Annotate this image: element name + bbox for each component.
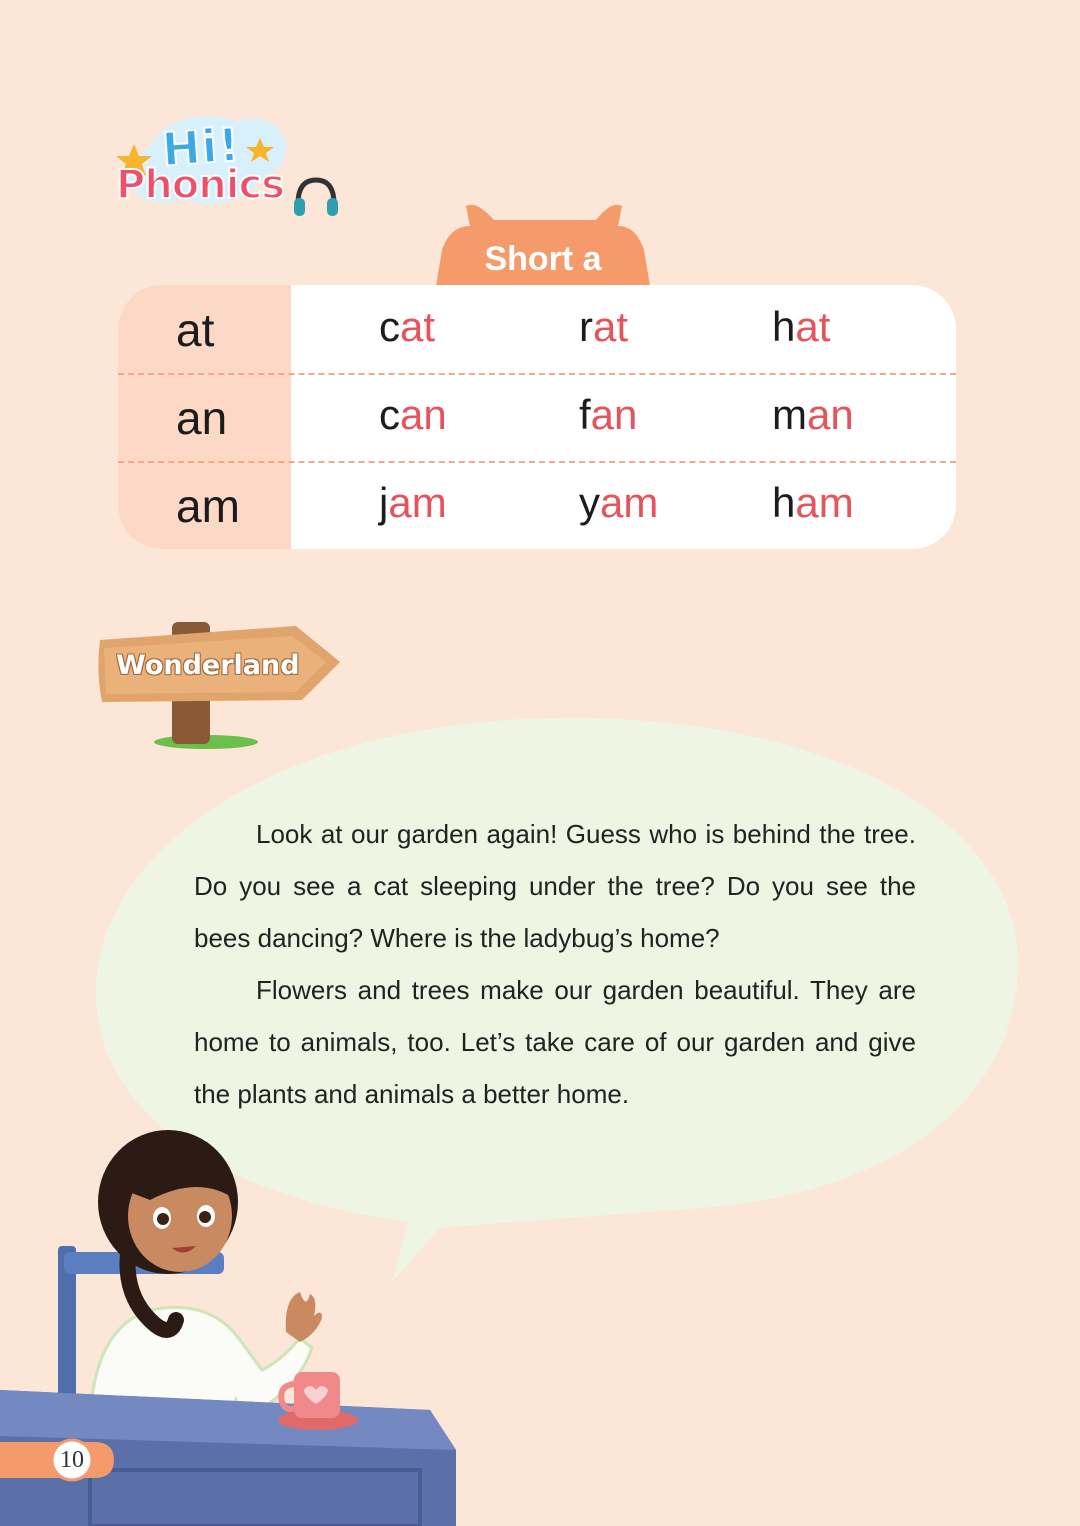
- signpost-label: Wonderland: [116, 650, 300, 681]
- story-paragraph-1: Look at our garden again! Guess who is behind the tree. Do you see a cat sleeping under the tree? Do you see the bees dancing? Where is the ladybug’s home?: [194, 819, 916, 953]
- story-paragraph-2: Flowers and trees make our garden beautiful. They are home to animals, too. Let’s take care of our garden and give the plants and animals a better home.: [194, 975, 916, 1109]
- word-jam: jam: [379, 479, 447, 526]
- word-hat: hat: [772, 303, 831, 350]
- story-text: [194, 808, 916, 1120]
- word-rat: rat: [579, 303, 629, 350]
- word-fan: fan: [579, 391, 638, 438]
- pattern-label: am: [176, 480, 240, 532]
- logo-phonics-text: Phonics: [116, 162, 284, 208]
- page-number: 10: [60, 1447, 84, 1473]
- word-ham: ham: [772, 479, 854, 526]
- wonderland-signpost: [96, 618, 346, 750]
- logo-hi-text: Hi!: [160, 117, 243, 177]
- word-yam: yam: [579, 479, 659, 526]
- tab-label: Short a: [484, 240, 602, 278]
- pattern-label: an: [176, 392, 228, 444]
- signpost-icon: [96, 618, 346, 750]
- pattern-label: at: [176, 304, 215, 356]
- word-can: can: [379, 391, 447, 438]
- word-cat: cat: [379, 303, 436, 350]
- word-man: man: [772, 391, 854, 438]
